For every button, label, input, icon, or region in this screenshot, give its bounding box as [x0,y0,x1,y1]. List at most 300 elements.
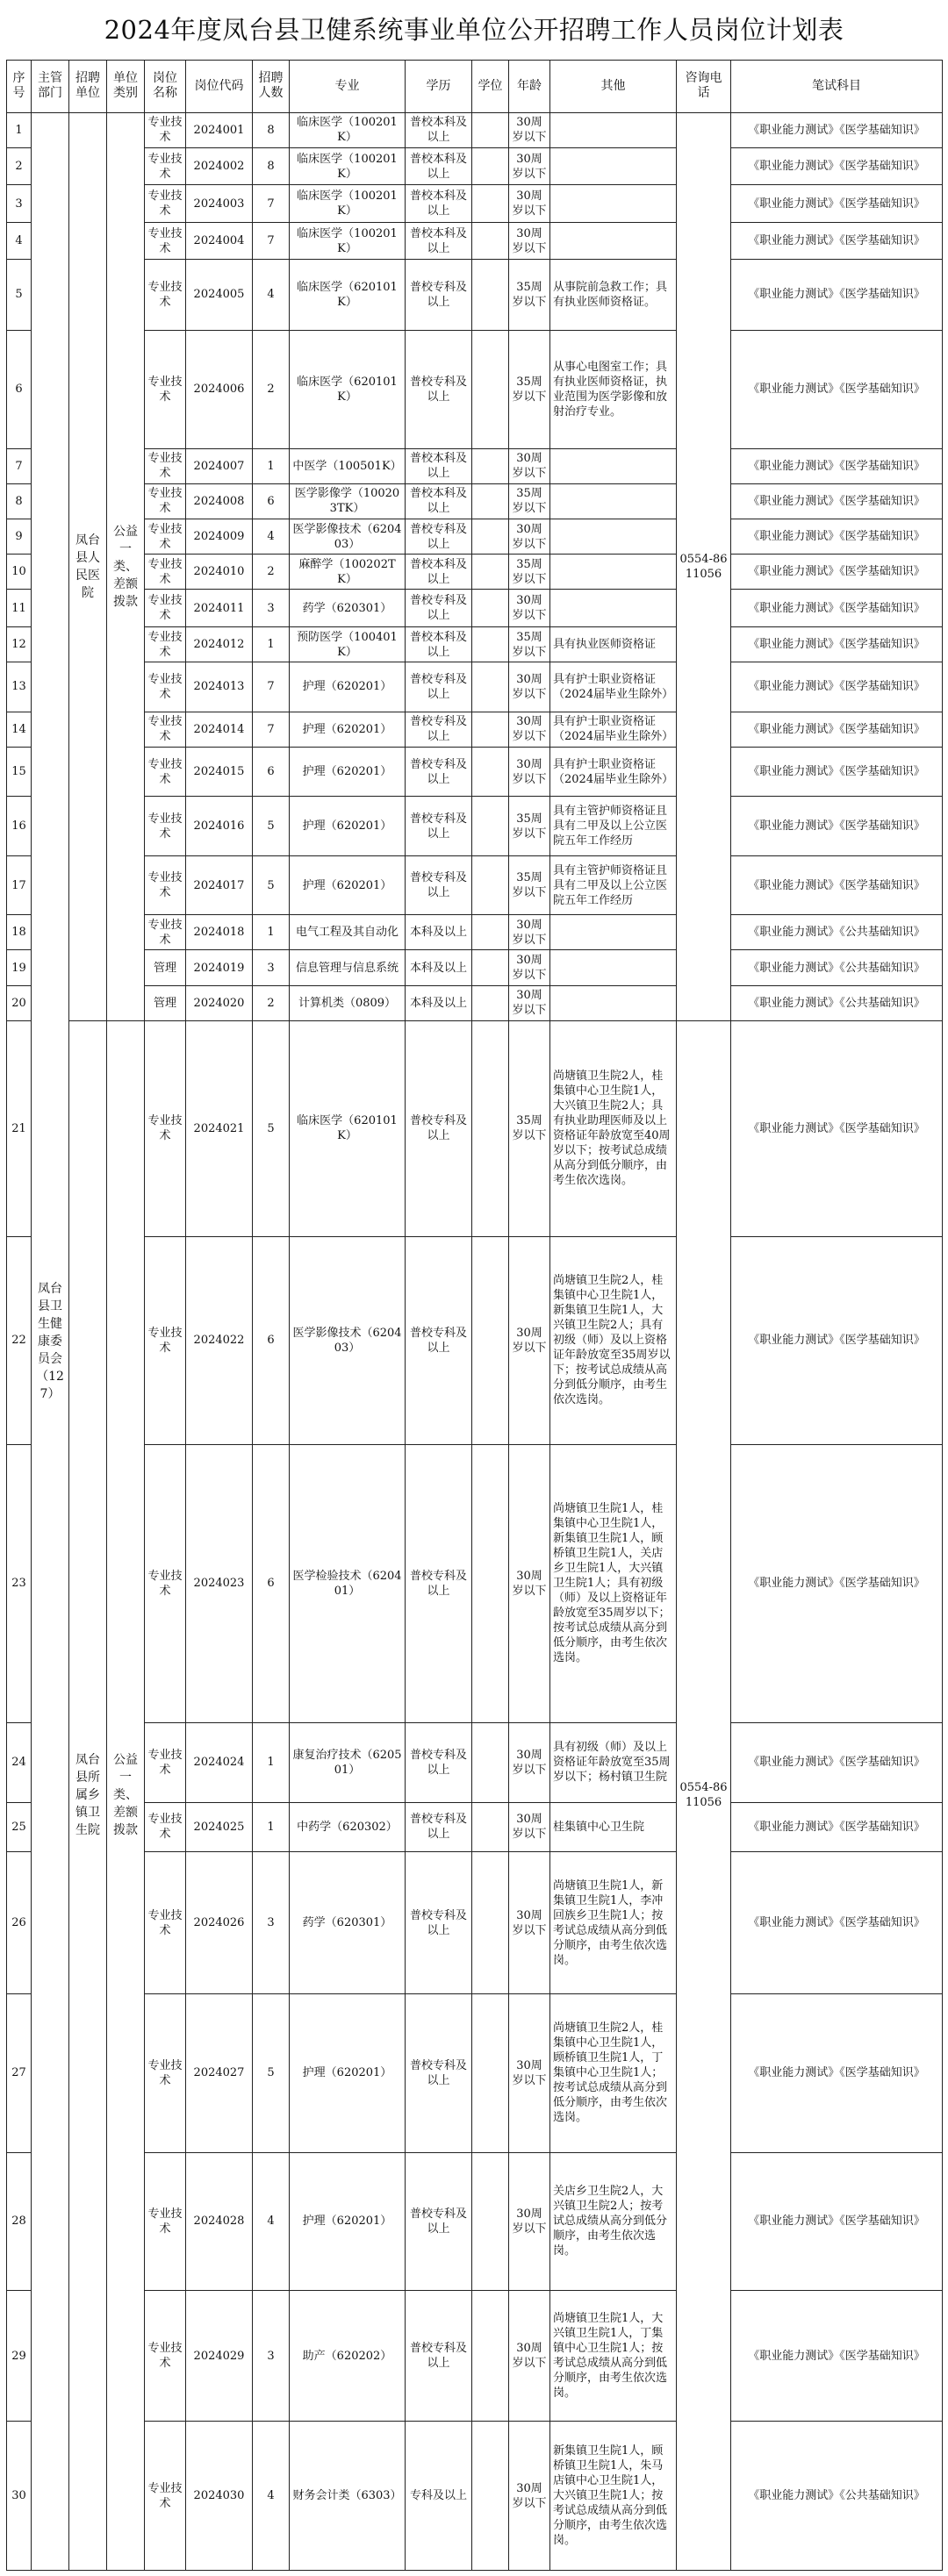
age-limit: 30周岁以下 [509,590,550,626]
major: 康复治疗技术（620501） [290,1723,406,1802]
col-header-unit: 招聘单位 [69,61,107,113]
post-code: 2024029 [186,2291,253,2422]
recruit-count: 7 [253,222,290,259]
degree [472,797,509,855]
recruit-count: 6 [253,1444,290,1723]
post-code: 2024024 [186,1723,253,1802]
post-name: 专业技术 [145,1723,186,1802]
exam-subjects: 《职业能力测试》《医学基础知识》 [731,626,943,662]
page-title: 2024年度凤台县卫健系统事业单位公开招聘工作人员岗位计划表 [104,15,844,45]
exam-subjects: 《职业能力测试》《医学基础知识》 [731,1723,943,1802]
exam-subjects: 《职业能力测试》《医学基础知识》 [731,483,943,519]
major: 护理（620201） [290,662,406,712]
table-row [7,747,943,797]
post-code: 2024027 [186,1994,253,2153]
education: 普校本科及以上 [406,555,472,590]
recruit-count: 5 [253,1020,290,1236]
education: 普校专科及以上 [406,662,472,712]
table-row [7,330,943,448]
age-limit: 30周岁以下 [509,1444,550,1723]
major: 临床医学（100201K） [290,185,406,222]
age-limit: 30周岁以下 [509,222,550,259]
major: 医学影像技术（620403） [290,1236,406,1444]
category-cell: 公益一类、差额拨款 [107,112,145,1020]
col-header-department: 主管部门 [32,61,69,113]
post-code: 2024007 [186,448,253,483]
age-limit: 35周岁以下 [509,797,550,855]
degree [472,185,509,222]
major: 医学影像技术（620403） [290,519,406,555]
exam-subjects: 《职业能力测试》《医学基础知识》 [731,260,943,330]
major: 财务会计类（6303） [290,2422,406,2571]
other-requirements [550,519,677,555]
exam-subjects: 《职业能力测试》《医学基础知识》 [731,555,943,590]
post-name: 专业技术 [145,148,186,185]
col-header-subjects: 笔试科目 [731,61,943,113]
age-limit: 30周岁以下 [509,2152,550,2291]
exam-subjects: 《职业能力测试》《医学基础知识》 [731,2152,943,2291]
degree [472,1236,509,1444]
degree [472,260,509,330]
table-row [7,260,943,330]
unit-cell: 凤台县所属乡镇卫生院 [69,1020,107,2570]
education: 普校专科及以上 [406,1723,472,1802]
post-name: 专业技术 [145,330,186,448]
other-requirements [550,915,677,950]
table-row [7,590,943,626]
recruit-count: 2 [253,555,290,590]
row-number: 11 [7,590,32,626]
major: 护理（620201） [290,747,406,797]
exam-subjects: 《职业能力测试》《医学基础知识》 [731,185,943,222]
table-row [7,555,943,590]
post-code: 2024011 [186,590,253,626]
major: 临床医学（100201K） [290,222,406,259]
table-row [7,2152,943,2291]
post-code: 2024010 [186,555,253,590]
recruitment-table [6,60,943,2571]
recruit-count: 7 [253,712,290,747]
education: 普校专科及以上 [406,590,472,626]
education: 普校专科及以上 [406,1020,472,1236]
education: 普校专科及以上 [406,1852,472,1994]
education: 普校专科及以上 [406,2291,472,2422]
major: 临床医学（100201K） [290,112,406,147]
major: 医学影像学（100203TK） [290,483,406,519]
degree [472,626,509,662]
other-requirements: 桂集镇中心卫生院 [550,1802,677,1852]
post-name: 专业技术 [145,1802,186,1852]
post-code: 2024030 [186,2422,253,2571]
post-name: 专业技术 [145,915,186,950]
education: 普校本科及以上 [406,448,472,483]
education: 普校专科及以上 [406,1994,472,2153]
degree [472,662,509,712]
table-row [7,185,943,222]
post-code: 2024019 [186,950,253,985]
other-requirements: 尚塘镇卫生院2人，桂集镇中心卫生院1人，顾桥镇卫生院1人，丁集镇中心卫生院1人；按考试总成绩从高分到低分顺序，由考生依次选岗。 [550,1994,677,2153]
education: 普校本科及以上 [406,112,472,147]
exam-subjects: 《职业能力测试》《医学基础知识》 [731,2291,943,2422]
post-name: 专业技术 [145,747,186,797]
unit-cell: 凤台县人民医院 [69,112,107,1020]
exam-subjects: 《职业能力测试》《医学基础知识》 [731,1994,943,2153]
post-code: 2024018 [186,915,253,950]
recruit-count: 3 [253,1852,290,1994]
education: 普校本科及以上 [406,483,472,519]
age-limit: 30周岁以下 [509,519,550,555]
post-name: 专业技术 [145,1020,186,1236]
major: 助产（620202） [290,2291,406,2422]
other-requirements [550,590,677,626]
major: 医学检验技术（620401） [290,1444,406,1723]
table-row [7,483,943,519]
row-number: 12 [7,626,32,662]
age-limit: 30周岁以下 [509,712,550,747]
degree [472,985,509,1020]
row-number: 15 [7,747,32,797]
post-code: 2024003 [186,185,253,222]
major: 临床医学（620101K） [290,330,406,448]
exam-subjects: 《职业能力测试》《医学基础知识》 [731,662,943,712]
recruit-count: 6 [253,483,290,519]
table-row [7,1444,943,1723]
phone-cell: 0554-8611056 [677,112,731,1020]
row-number: 2 [7,148,32,185]
row-number: 3 [7,185,32,222]
other-requirements [550,112,677,147]
other-requirements [550,222,677,259]
exam-subjects: 《职业能力测试》《医学基础知识》 [731,222,943,259]
other-requirements: 具有主管护师资格证且具有二甲及以上公立医院五年工作经历 [550,855,677,914]
other-requirements: 具有初级（师）及以上资格证年龄放宽至35周岁以下；杨村镇卫生院 [550,1723,677,1802]
row-number: 21 [7,1020,32,1236]
row-number: 16 [7,797,32,855]
other-requirements: 具有护士职业资格证（2024届毕业生除外） [550,747,677,797]
post-code: 2024008 [186,483,253,519]
table-row [7,448,943,483]
row-number: 22 [7,1236,32,1444]
exam-subjects: 《职业能力测试》《医学基础知识》 [731,590,943,626]
row-number: 28 [7,2152,32,2291]
recruit-count: 5 [253,1994,290,2153]
degree [472,590,509,626]
exam-subjects: 《职业能力测试》《公共基础知识》 [731,950,943,985]
post-name: 专业技术 [145,712,186,747]
major: 护理（620201） [290,2152,406,2291]
major: 药学（620301） [290,590,406,626]
recruit-count: 8 [253,148,290,185]
row-number: 17 [7,855,32,914]
degree [472,1020,509,1236]
degree [472,747,509,797]
other-requirements: 从事心电图室工作；具有执业医师资格证，执业范围为医学影像和放射治疗专业。 [550,330,677,448]
age-limit: 30周岁以下 [509,662,550,712]
recruit-count: 1 [253,1723,290,1802]
recruit-count: 4 [253,2422,290,2571]
row-number: 1 [7,112,32,147]
major: 临床医学（100201K） [290,148,406,185]
row-number: 23 [7,1444,32,1723]
education: 普校专科及以上 [406,797,472,855]
exam-subjects: 《职业能力测试》《医学基础知识》 [731,1852,943,1994]
table-row [7,855,943,914]
post-code: 2024022 [186,1236,253,1444]
age-limit: 30周岁以下 [509,1994,550,2153]
education: 普校专科及以上 [406,747,472,797]
row-number: 6 [7,330,32,448]
major: 信息管理与信息系统 [290,950,406,985]
row-number: 26 [7,1852,32,1994]
degree [472,712,509,747]
degree [472,855,509,914]
education: 普校本科及以上 [406,626,472,662]
post-code: 2024023 [186,1444,253,1723]
age-limit: 30周岁以下 [509,2422,550,2571]
other-requirements: 具有护士职业资格证（2024届毕业生除外） [550,712,677,747]
degree [472,222,509,259]
other-requirements: 具有护士职业资格证（2024届毕业生除外） [550,662,677,712]
age-limit: 30周岁以下 [509,1723,550,1802]
age-limit: 35周岁以下 [509,626,550,662]
major: 中医学（100501K） [290,448,406,483]
post-name: 专业技术 [145,1236,186,1444]
post-name: 专业技术 [145,112,186,147]
table-row [7,662,943,712]
degree [472,915,509,950]
recruit-count: 5 [253,797,290,855]
education: 普校本科及以上 [406,148,472,185]
exam-subjects: 《职业能力测试》《医学基础知识》 [731,330,943,448]
other-requirements [550,985,677,1020]
row-number: 14 [7,712,32,747]
other-requirements [550,148,677,185]
table-row [7,626,943,662]
table-row [7,1994,943,2153]
other-requirements: 尚塘镇卫生院1人，大兴镇卫生院1人，丁集镇中心卫生院1人；按考试总成绩从高分到低分顺序，由考生依次选岗。 [550,2291,677,2422]
other-requirements: 关店乡卫生院2人，大兴镇卫生院2人；按考试总成绩从高分到低分顺序，由考生依次选岗。 [550,2152,677,2291]
other-requirements: 尚塘镇卫生院2人，桂集镇中心卫生院1人，新集镇卫生院1人，大兴镇卫生院2人；具有初级（师）及以上资格证年龄放宽至35周岁以下；按考试总成绩从高分到低分顺序，由考生依次选岗。 [550,1236,677,1444]
other-requirements: 新集镇卫生院1人，顾桥镇卫生院1人，朱马店镇中心卫生院1人，大兴镇卫生院1人；按考试总成绩从高分到低分顺序，由考生依次选岗。 [550,2422,677,2571]
age-limit: 30周岁以下 [509,747,550,797]
education: 普校专科及以上 [406,712,472,747]
recruit-count: 4 [253,519,290,555]
post-code: 2024028 [186,2152,253,2291]
major: 护理（620201） [290,855,406,914]
age-limit: 30周岁以下 [509,448,550,483]
major: 护理（620201） [290,712,406,747]
exam-subjects: 《职业能力测试》《医学基础知识》 [731,148,943,185]
post-name: 专业技术 [145,797,186,855]
post-code: 2024006 [186,330,253,448]
degree [472,112,509,147]
recruit-count: 4 [253,2152,290,2291]
table-row [7,112,943,147]
education: 普校本科及以上 [406,185,472,222]
row-number: 9 [7,519,32,555]
major: 临床医学（620101K） [290,260,406,330]
degree [472,1802,509,1852]
row-number: 10 [7,555,32,590]
degree [472,2291,509,2422]
recruit-count: 6 [253,747,290,797]
table-row [7,148,943,185]
education: 普校专科及以上 [406,2152,472,2291]
table-row [7,915,943,950]
recruit-count: 8 [253,112,290,147]
recruit-count: 6 [253,1236,290,1444]
age-limit: 30周岁以下 [509,1236,550,1444]
post-name: 专业技术 [145,2422,186,2571]
other-requirements: 具有执业医师资格证 [550,626,677,662]
col-header-count: 招聘人数 [253,61,290,113]
post-name: 专业技术 [145,483,186,519]
col-header-category: 单位类别 [107,61,145,113]
post-name: 专业技术 [145,662,186,712]
age-limit: 30周岁以下 [509,915,550,950]
post-name: 专业技术 [145,555,186,590]
post-code: 2024005 [186,260,253,330]
table-row [7,1236,943,1444]
recruit-count: 4 [253,260,290,330]
other-requirements: 尚塘镇卫生院2人，桂集镇中心卫生院1人，大兴镇卫生院2人；具有执业助理医师及以上资格证年龄放宽至40周岁以下；按考试总成绩从高分到低分顺序，由考生依次选岗。 [550,1020,677,1236]
recruit-count: 3 [253,950,290,985]
row-number: 8 [7,483,32,519]
age-limit: 35周岁以下 [509,483,550,519]
post-code: 2024020 [186,985,253,1020]
post-name: 专业技术 [145,590,186,626]
row-number: 19 [7,950,32,985]
recruit-count: 1 [253,915,290,950]
age-limit: 30周岁以下 [509,985,550,1020]
education: 普校专科及以上 [406,519,472,555]
exam-subjects: 《职业能力测试》《医学基础知识》 [731,1020,943,1236]
header-row [7,61,943,113]
recruit-count: 5 [253,855,290,914]
exam-subjects: 《职业能力测试》《医学基础知识》 [731,1802,943,1852]
row-number: 18 [7,915,32,950]
other-requirements: 尚塘镇卫生院1人，新集镇卫生院1人，李冲回族乡卫生院1人；按考试总成绩从高分到低分顺序，由考生依次选岗。 [550,1852,677,1994]
post-code: 2024016 [186,797,253,855]
post-code: 2024004 [186,222,253,259]
table-row [7,1802,943,1852]
exam-subjects: 《职业能力测试》《医学基础知识》 [731,797,943,855]
degree [472,519,509,555]
post-name: 管理 [145,985,186,1020]
recruit-count: 1 [253,626,290,662]
category-cell: 公益一类、差额拨款 [107,1020,145,2570]
exam-subjects: 《职业能力测试》《医学基础知识》 [731,1236,943,1444]
row-number: 24 [7,1723,32,1802]
row-number: 25 [7,1802,32,1852]
age-limit: 35周岁以下 [509,330,550,448]
post-code: 2024014 [186,712,253,747]
education: 普校专科及以上 [406,330,472,448]
degree [472,1723,509,1802]
row-number: 13 [7,662,32,712]
exam-subjects: 《职业能力测试》《医学基础知识》 [731,712,943,747]
education: 本科及以上 [406,985,472,1020]
row-number: 29 [7,2291,32,2422]
table-row [7,950,943,985]
exam-subjects: 《职业能力测试》《医学基础知识》 [731,1444,943,1723]
post-name: 专业技术 [145,855,186,914]
degree [472,2152,509,2291]
major: 护理（620201） [290,1994,406,2153]
major: 护理（620201） [290,797,406,855]
col-header-other: 其他 [550,61,677,113]
table-row [7,712,943,747]
col-header-code: 岗位代码 [186,61,253,113]
recruit-count: 7 [253,185,290,222]
exam-subjects: 《职业能力测试》《医学基础知识》 [731,448,943,483]
major: 药学（620301） [290,1852,406,1994]
education: 本科及以上 [406,950,472,985]
row-number: 4 [7,222,32,259]
recruit-count: 1 [253,448,290,483]
major: 麻醉学（100202TK） [290,555,406,590]
table-row [7,519,943,555]
table-row [7,797,943,855]
post-code: 2024002 [186,148,253,185]
degree [472,2422,509,2571]
degree [472,330,509,448]
post-name: 专业技术 [145,626,186,662]
age-limit: 30周岁以下 [509,185,550,222]
degree [472,555,509,590]
post-code: 2024015 [186,747,253,797]
age-limit: 30周岁以下 [509,1852,550,1994]
other-requirements [550,555,677,590]
row-number: 20 [7,985,32,1020]
age-limit: 30周岁以下 [509,112,550,147]
col-header-phone: 咨询电话 [677,61,731,113]
other-requirements: 从事院前急救工作；具有执业医师资格证。 [550,260,677,330]
other-requirements [550,185,677,222]
recruit-count: 1 [253,1802,290,1852]
department-cell: 凤台县卫生健康委员会（127） [32,112,69,2570]
post-name: 专业技术 [145,1852,186,1994]
education: 专科及以上 [406,2422,472,2571]
other-requirements: 具有主管护师资格证且具有二甲及以上公立医院五年工作经历 [550,797,677,855]
age-limit: 35周岁以下 [509,855,550,914]
post-code: 2024025 [186,1802,253,1852]
exam-subjects: 《职业能力测试》《医学基础知识》 [731,519,943,555]
education: 普校专科及以上 [406,1236,472,1444]
col-header-education: 学历 [406,61,472,113]
post-code: 2024013 [186,662,253,712]
degree [472,1444,509,1723]
major: 预防医学（100401K） [290,626,406,662]
post-name: 专业技术 [145,1994,186,2153]
table-row [7,1723,943,1802]
recruit-count: 3 [253,2291,290,2422]
education: 本科及以上 [406,915,472,950]
exam-subjects: 《职业能力测试》《公共基础知识》 [731,915,943,950]
table-row [7,1852,943,1994]
table-row [7,1020,943,1236]
post-code: 2024026 [186,1852,253,1994]
row-number: 5 [7,260,32,330]
exam-subjects: 《职业能力测试》《医学基础知识》 [731,747,943,797]
major: 临床医学（620101K） [290,1020,406,1236]
recruit-count: 3 [253,590,290,626]
degree [472,1994,509,2153]
recruit-count: 2 [253,985,290,1020]
table-row [7,2291,943,2422]
post-name: 管理 [145,950,186,985]
post-name: 专业技术 [145,1444,186,1723]
